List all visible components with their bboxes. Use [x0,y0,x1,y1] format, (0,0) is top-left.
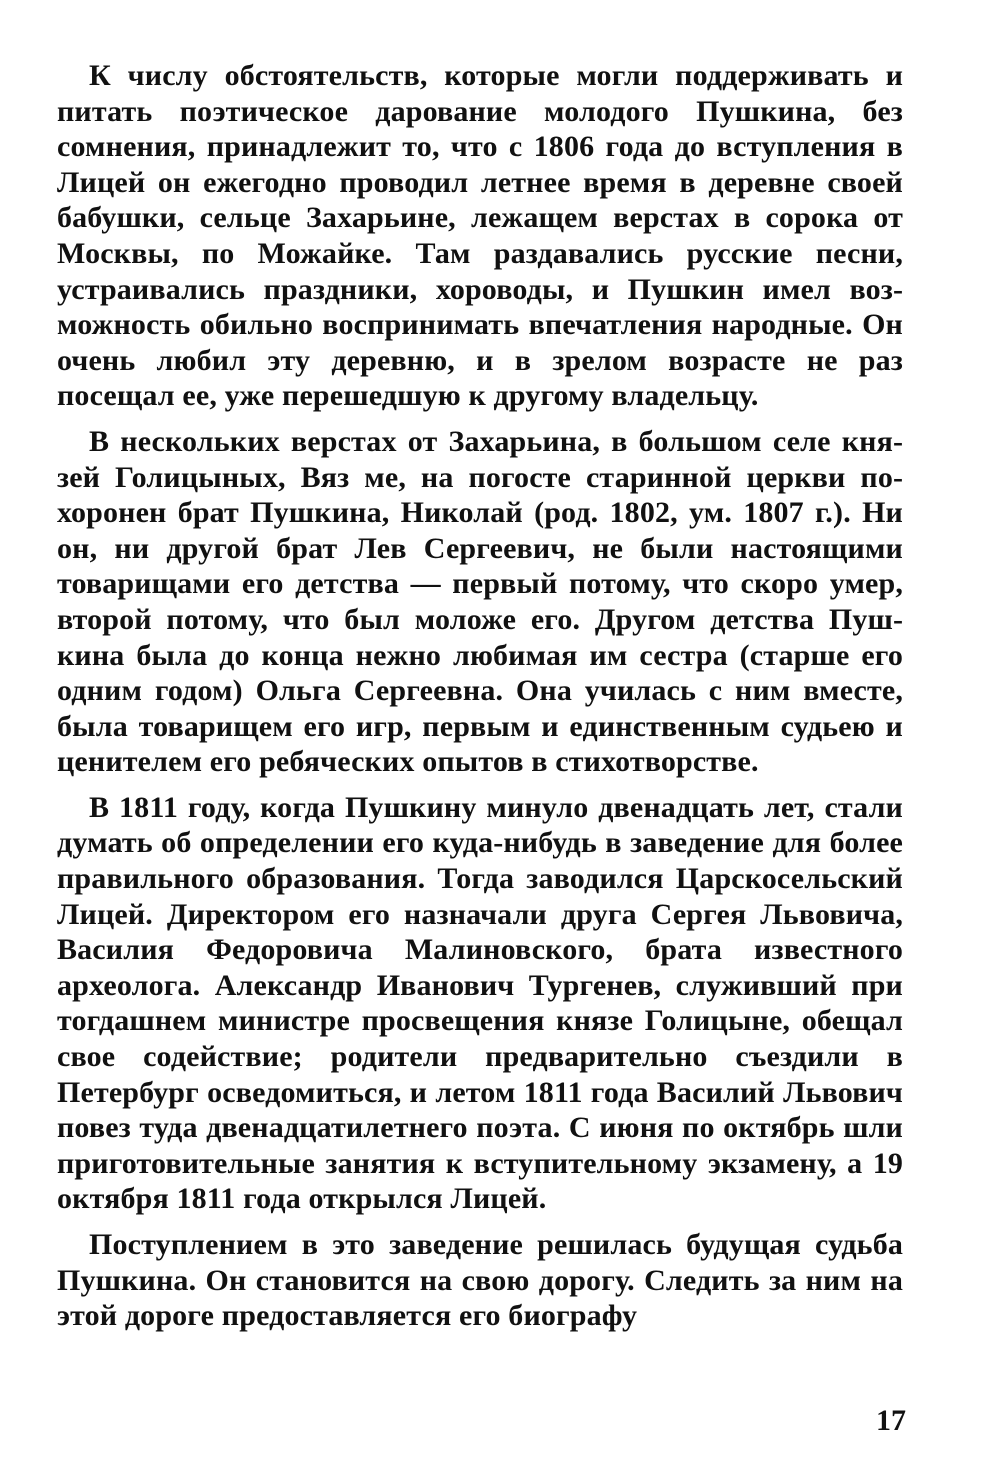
paragraph-3: В 1811 году, когда Пушкину минуло двенадцать лет, стали думать об определении его куда-нибудь в заведение для более правильного образования. Тогда заводился Царскосельский Лицей. Директором его назначали друга Сергея Львовича, Василия Федоровича Малиновского, брата известного археолога. Александр Иванович Тургенев, служивший при тогдашнем министре просвещения князе Голицыне, обещал свое содействие; родители предварительно съездили в Петербург осведомиться, и летом 1811 года Василий Львович повез туда двенадцатилетнего поэта. С июня по октябрь шли приготовительные занятия к вступительному экзамену, а 19 октября 1811 года открылся Лицей. [57,790,903,1216]
paragraph-4: Поступлением в это заведение решилась будущая судьба Пушкина. Он становится на свою дорогу. Следить за ним на этой дороге предоставляется его биографу [57,1228,903,1333]
paragraph-2: В нескольких верстах от Захарьина, в большом селе князей Голицыных, Вяз ме, на погосте старинной церкви похоронен брат Пушкина, Николай (род. 1802, ум. 1807 г.). Ни он, ни другой брат Лев Сергеевич, не были настоящими товарищами его детства — первый потому, что скоро умер, второй потому, что был моложе его. Другом детства Пушкина была до конца нежно любимая им сестра (старше его одним годом) Ольга Сергеевна. Она училась с ним вместе, была товарищем его игр, первым и единственным судьею и ценителем его ребяческих опытов в стихотворстве. [57,424,903,779]
paragraph-1: К числу обстоятельств, которые могли поддерживать и питать поэтическое дарование молодого Пушкина, без сомнения, принадлежит то, что с 1806 года до вступления в Лицей он ежегодно проводил летнее время в деревне своей бабушки, сельце Захарьине, лежащем верстах в сорока от Москвы, по Можайке. Там раздавались русские песни, устраивались праздники, хороводы, и Пушкин имел возможность обильно воспринимать впечатления народные. Он очень любил эту деревню, и в зрелом возрасте не раз посещал ее, уже перешедшую к другому владельцу. [57,59,903,413]
page-number: 17 [876,1404,906,1437]
page-body-text [57,58,903,1334]
